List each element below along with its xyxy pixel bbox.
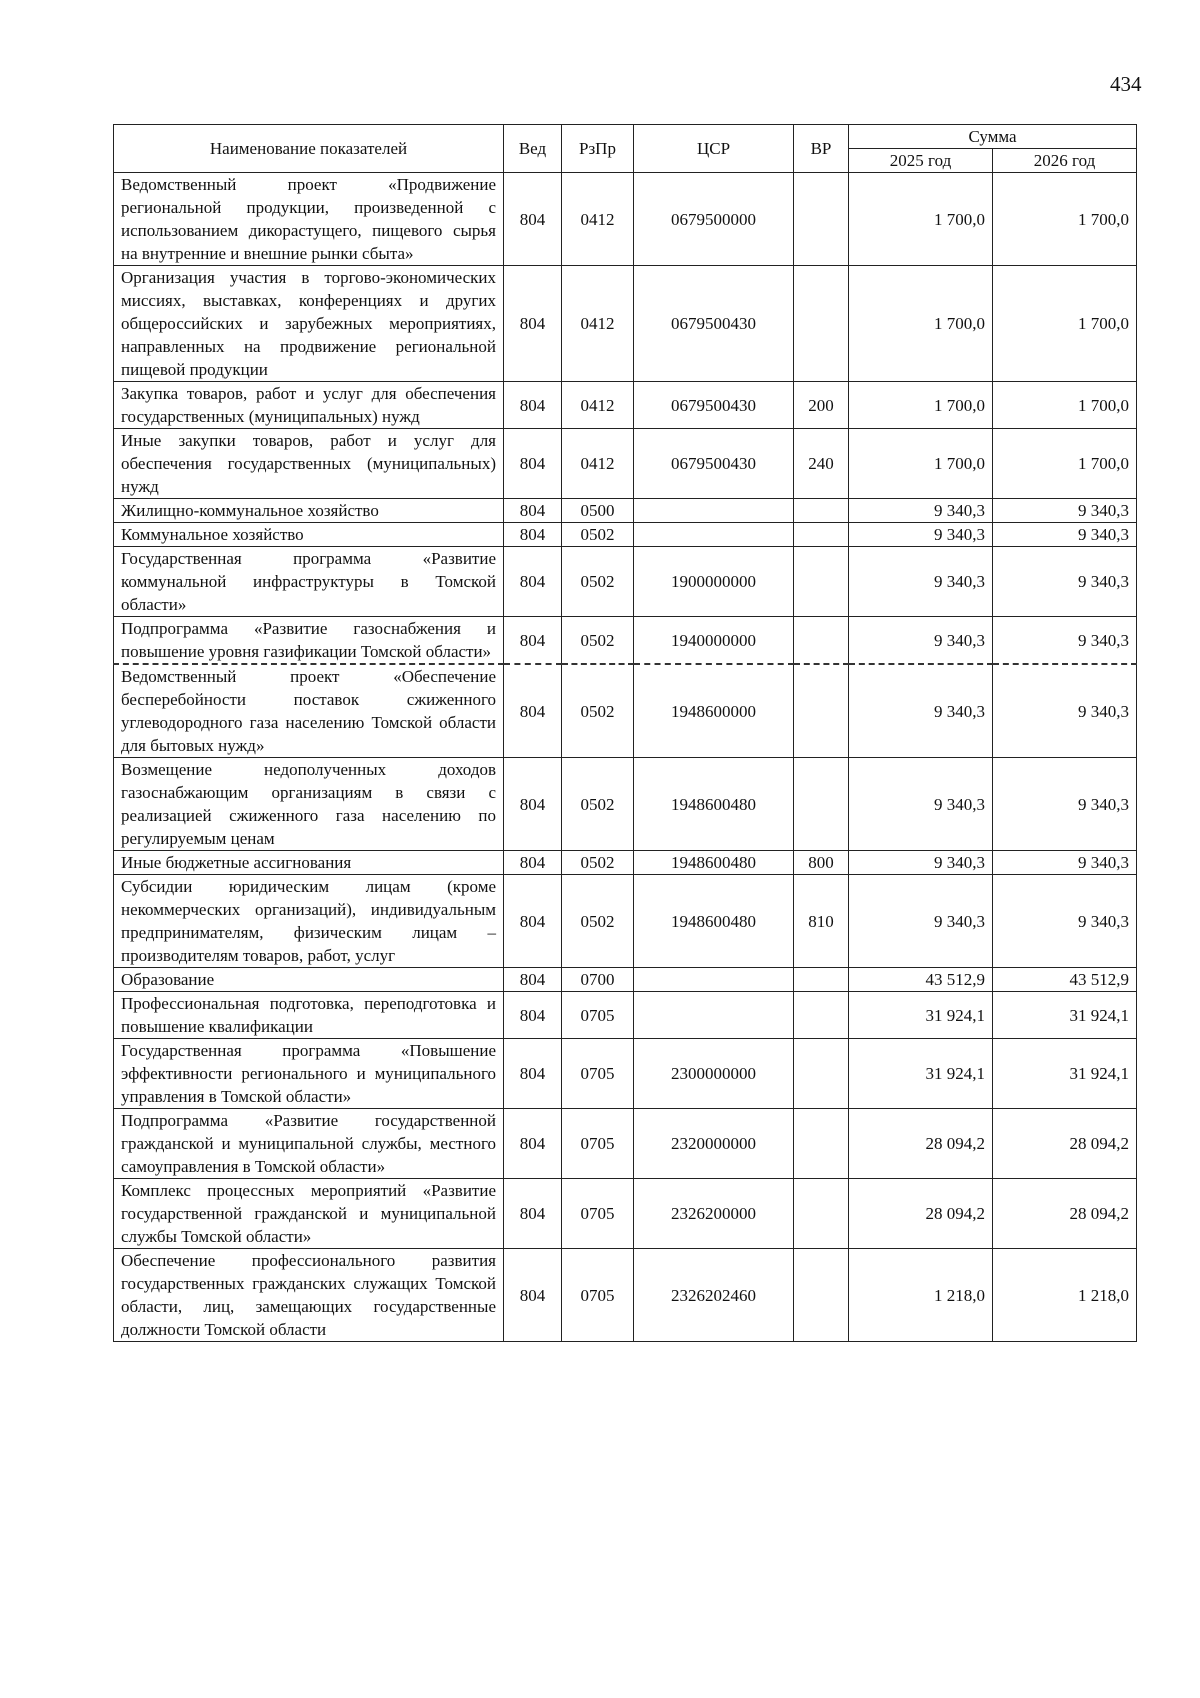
cell-rzpr: 0502 <box>562 851 634 875</box>
cell-csr: 0679500000 <box>634 173 794 266</box>
cell-ved: 804 <box>504 266 562 382</box>
cell-2025: 1 700,0 <box>849 429 993 499</box>
cell-rzpr: 0700 <box>562 968 634 992</box>
cell-vr <box>794 992 849 1039</box>
cell-rzpr: 0705 <box>562 1109 634 1179</box>
cell-2026: 1 700,0 <box>993 382 1137 429</box>
cell-2025: 28 094,2 <box>849 1109 993 1179</box>
cell-csr: 0679500430 <box>634 266 794 382</box>
cell-2026: 9 340,3 <box>993 758 1137 851</box>
cell-2025: 9 340,3 <box>849 875 993 968</box>
cell-vr <box>794 523 849 547</box>
cell-vr <box>794 664 849 758</box>
header-name: Наименование показателей <box>114 125 504 173</box>
cell-csr: 1948600480 <box>634 875 794 968</box>
table-row <box>114 758 1137 851</box>
cell-2026: 31 924,1 <box>993 1039 1137 1109</box>
cell-2026: 9 340,3 <box>993 664 1137 758</box>
cell-2026: 31 924,1 <box>993 992 1137 1039</box>
cell-2025: 31 924,1 <box>849 1039 993 1109</box>
cell-rzpr: 0705 <box>562 1179 634 1249</box>
cell-name: Иные закупки товаров, работ и услуг для обеспечения государственных (муниципальных) нужд <box>114 429 504 499</box>
cell-ved: 804 <box>504 523 562 547</box>
cell-csr: 2320000000 <box>634 1109 794 1179</box>
header-sum: Сумма <box>849 125 1137 149</box>
table-row <box>114 499 1137 523</box>
cell-2026: 1 700,0 <box>993 173 1137 266</box>
cell-rzpr: 0502 <box>562 547 634 617</box>
cell-name: Образование <box>114 968 504 992</box>
cell-name: Государственная программа «Повышение эффективности регионального и муниципального управления в Томской области» <box>114 1039 504 1109</box>
table-row <box>114 547 1137 617</box>
cell-rzpr: 0412 <box>562 382 634 429</box>
cell-ved: 804 <box>504 173 562 266</box>
cell-2026: 1 218,0 <box>993 1249 1137 1342</box>
cell-csr: 1940000000 <box>634 617 794 665</box>
cell-2025: 1 700,0 <box>849 382 993 429</box>
table-row <box>114 266 1137 382</box>
cell-2025: 9 340,3 <box>849 617 993 665</box>
cell-name: Профессиональная подготовка, переподготовка и повышение квалификации <box>114 992 504 1039</box>
cell-csr: 2326202460 <box>634 1249 794 1342</box>
cell-rzpr: 0500 <box>562 499 634 523</box>
cell-2026: 9 340,3 <box>993 617 1137 665</box>
table-row <box>114 664 1137 758</box>
cell-rzpr: 0412 <box>562 266 634 382</box>
cell-rzpr: 0502 <box>562 758 634 851</box>
table-row <box>114 1179 1137 1249</box>
cell-name: Жилищно-коммунальное хозяйство <box>114 499 504 523</box>
cell-ved: 804 <box>504 1109 562 1179</box>
table-row <box>114 992 1137 1039</box>
cell-vr <box>794 1109 849 1179</box>
cell-vr: 240 <box>794 429 849 499</box>
cell-name: Обеспечение профессионального развития государственных гражданских служащих Томской области, лиц, замещающих государственные должности Томской области <box>114 1249 504 1342</box>
cell-2026: 9 340,3 <box>993 523 1137 547</box>
cell-2025: 1 700,0 <box>849 173 993 266</box>
cell-2026: 28 094,2 <box>993 1109 1137 1179</box>
cell-rzpr: 0705 <box>562 1249 634 1342</box>
cell-rzpr: 0412 <box>562 173 634 266</box>
cell-name: Коммунальное хозяйство <box>114 523 504 547</box>
table-row <box>114 1109 1137 1179</box>
cell-vr: 800 <box>794 851 849 875</box>
cell-vr: 200 <box>794 382 849 429</box>
cell-rzpr: 0705 <box>562 1039 634 1109</box>
cell-2025: 1 218,0 <box>849 1249 993 1342</box>
table-row <box>114 1249 1137 1342</box>
cell-ved: 804 <box>504 992 562 1039</box>
cell-name: Ведомственный проект «Продвижение региональной продукции, произведенной с использованием дикорастущего, пищевого сырья на внутренние и внешние рынки сбыта» <box>114 173 504 266</box>
cell-ved: 804 <box>504 758 562 851</box>
table-row <box>114 173 1137 266</box>
cell-name: Иные бюджетные ассигнования <box>114 851 504 875</box>
header-year-2026: 2026 год <box>993 149 1137 173</box>
cell-name: Подпрограмма «Развитие государственной гражданской и муниципальной службы, местного самоуправления в Томской области» <box>114 1109 504 1179</box>
cell-vr <box>794 547 849 617</box>
cell-rzpr: 0502 <box>562 523 634 547</box>
cell-rzpr: 0502 <box>562 875 634 968</box>
cell-2025: 1 700,0 <box>849 266 993 382</box>
table-row <box>114 1039 1137 1109</box>
page-number: 434 <box>1110 72 1142 96</box>
cell-name: Ведомственный проект «Обеспечение бесперебойности поставок сжиженного углеводородного газа населению Томской области для бытовых нужд» <box>114 664 504 758</box>
cell-2025: 9 340,3 <box>849 664 993 758</box>
cell-ved: 804 <box>504 429 562 499</box>
cell-2025: 9 340,3 <box>849 758 993 851</box>
table-row <box>114 523 1137 547</box>
cell-ved: 804 <box>504 1039 562 1109</box>
cell-csr: 2326200000 <box>634 1179 794 1249</box>
table-header <box>114 125 1137 173</box>
cell-2026: 9 340,3 <box>993 875 1137 968</box>
table-row <box>114 617 1137 665</box>
cell-2025: 9 340,3 <box>849 851 993 875</box>
cell-ved: 804 <box>504 968 562 992</box>
table-row <box>114 968 1137 992</box>
cell-vr <box>794 617 849 665</box>
cell-2025: 9 340,3 <box>849 523 993 547</box>
cell-name: Закупка товаров, работ и услуг для обеспечения государственных (муниципальных) нужд <box>114 382 504 429</box>
cell-vr <box>794 499 849 523</box>
header-ved: Вед <box>504 125 562 173</box>
cell-name: Возмещение недополученных доходов газоснабжающим организациям в связи с реализацией сжиженного газа населению по регулируемым ценам <box>114 758 504 851</box>
cell-vr <box>794 1039 849 1109</box>
cell-ved: 804 <box>504 499 562 523</box>
cell-vr <box>794 266 849 382</box>
cell-2026: 28 094,2 <box>993 1179 1137 1249</box>
table-row <box>114 851 1137 875</box>
header-rzpr: РзПр <box>562 125 634 173</box>
cell-2026: 1 700,0 <box>993 266 1137 382</box>
cell-vr <box>794 1249 849 1342</box>
cell-csr <box>634 992 794 1039</box>
cell-2025: 43 512,9 <box>849 968 993 992</box>
cell-csr: 0679500430 <box>634 382 794 429</box>
cell-csr: 1900000000 <box>634 547 794 617</box>
cell-2026: 1 700,0 <box>993 429 1137 499</box>
header-csr: ЦСР <box>634 125 794 173</box>
cell-2025: 31 924,1 <box>849 992 993 1039</box>
cell-vr <box>794 1179 849 1249</box>
cell-ved: 804 <box>504 617 562 665</box>
cell-rzpr: 0412 <box>562 429 634 499</box>
table-row <box>114 429 1137 499</box>
cell-2026: 9 340,3 <box>993 851 1137 875</box>
cell-2025: 9 340,3 <box>849 547 993 617</box>
cell-ved: 804 <box>504 1179 562 1249</box>
cell-rzpr: 0502 <box>562 617 634 665</box>
cell-ved: 804 <box>504 664 562 758</box>
cell-name: Подпрограмма «Развитие газоснабжения и повышение уровня газификации Томской области» <box>114 617 504 665</box>
cell-name: Комплекс процессных мероприятий «Развитие государственной гражданской и муниципальной службы Томской области» <box>114 1179 504 1249</box>
header-year-2025: 2025 год <box>849 149 993 173</box>
cell-csr <box>634 523 794 547</box>
cell-2026: 9 340,3 <box>993 547 1137 617</box>
table-row <box>114 875 1137 968</box>
cell-ved: 804 <box>504 382 562 429</box>
cell-csr <box>634 499 794 523</box>
cell-csr: 1948600480 <box>634 851 794 875</box>
cell-2025: 9 340,3 <box>849 499 993 523</box>
cell-name: Государственная программа «Развитие коммунальной инфраструктуры в Томской области» <box>114 547 504 617</box>
cell-ved: 804 <box>504 547 562 617</box>
cell-csr <box>634 968 794 992</box>
cell-csr: 0679500430 <box>634 429 794 499</box>
cell-2026: 43 512,9 <box>993 968 1137 992</box>
cell-name: Организация участия в торгово-экономических миссиях, выставках, конференциях и других общероссийских и зарубежных мероприятиях, направленных на продвижение региональной пищевой продукции <box>114 266 504 382</box>
budget-table <box>113 124 1137 1342</box>
cell-2025: 28 094,2 <box>849 1179 993 1249</box>
cell-ved: 804 <box>504 1249 562 1342</box>
cell-ved: 804 <box>504 875 562 968</box>
header-vr: ВР <box>794 125 849 173</box>
cell-vr <box>794 173 849 266</box>
cell-rzpr: 0705 <box>562 992 634 1039</box>
cell-ved: 804 <box>504 851 562 875</box>
table-body <box>114 173 1137 1342</box>
cell-vr: 810 <box>794 875 849 968</box>
table-row <box>114 382 1137 429</box>
cell-name: Субсидии юридическим лицам (кроме некоммерческих организаций), индивидуальным предпринимателям, физическим лицам – производителям товаров, работ, услуг <box>114 875 504 968</box>
cell-vr <box>794 758 849 851</box>
cell-csr: 2300000000 <box>634 1039 794 1109</box>
cell-vr <box>794 968 849 992</box>
cell-2026: 9 340,3 <box>993 499 1137 523</box>
cell-rzpr: 0502 <box>562 664 634 758</box>
cell-csr: 1948600000 <box>634 664 794 758</box>
cell-csr: 1948600480 <box>634 758 794 851</box>
